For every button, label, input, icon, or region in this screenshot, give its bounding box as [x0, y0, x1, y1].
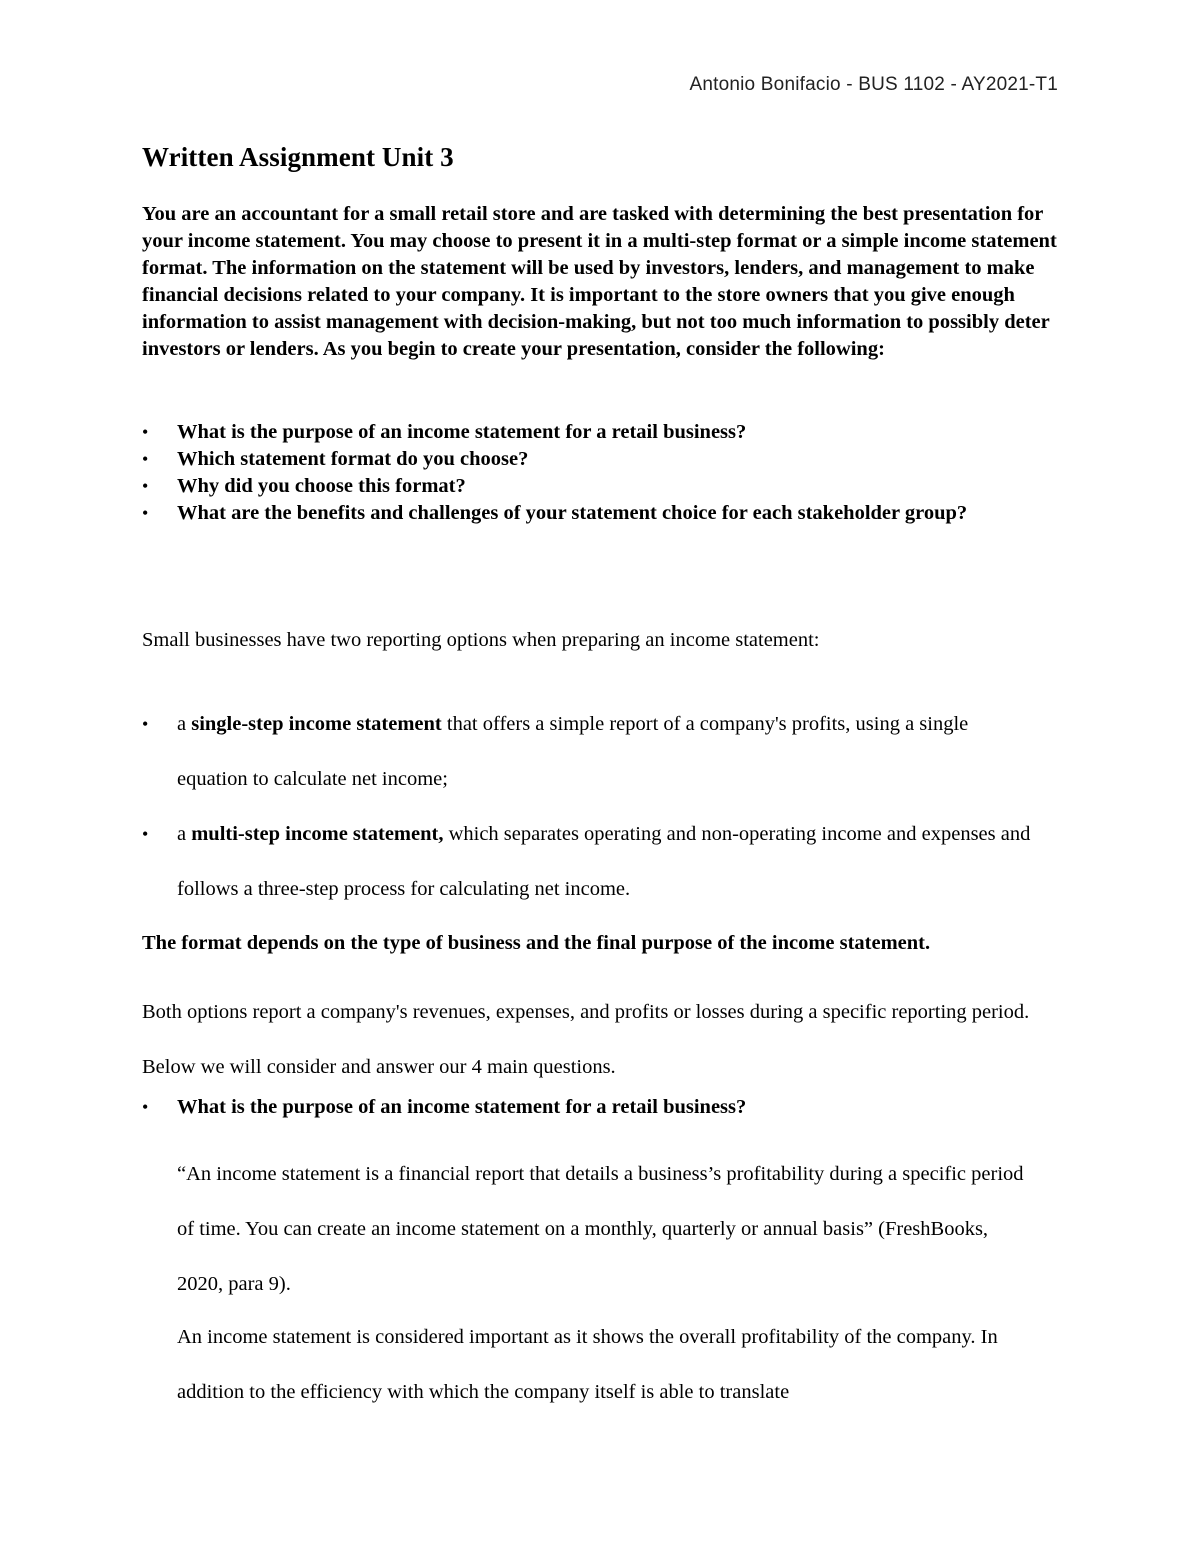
option-prefix: a: [177, 713, 192, 735]
bullet-icon: •: [142, 1097, 149, 1117]
running-header: Antonio Bonifacio - BUS 1102 - AY2021-T1: [689, 74, 1058, 95]
bullet-icon: •: [142, 714, 149, 734]
question-heading-list: [142, 1094, 1062, 1121]
question-list: [142, 419, 1062, 527]
option-term: multi-step income statement,: [191, 823, 444, 845]
question-heading: What is the purpose of an income statement for a retail business?: [177, 1096, 747, 1118]
list-item: [142, 697, 1042, 807]
option-description: that offers a simple report of a company's profits, using a single equation to calculate net income;: [177, 713, 969, 790]
both-options-paragraph: Both options report a company's revenues, expenses, and profits or losses during a specific reporting period. Below we will consider and answer our 4 main questions.: [142, 1001, 1030, 1078]
bullet-icon: •: [142, 476, 149, 496]
assignment-prompt: You are an accountant for a small retail store and are tasked with determining the best presentation for your income statement. You may choose to present it in a multi-step format or a simple income statement format. The information on the statement will be used by investors, lenders, and management to make financial decisions related to your company. It is important to the store owners that you give enough information to assist management with decision-making, but not too much information to possibly deter investors or lenders. As you begin to create your presentation, consider the following:: [142, 203, 1057, 360]
answer-quote: “An income statement is a financial report that details a business’s profitability during a specific period of time. You can create an income statement on a monthly, quarterly or annual basis” (FreshBooks, 2020, para 9).: [177, 1163, 1024, 1295]
list-item: [142, 419, 1062, 446]
list-item: [142, 1094, 1062, 1121]
list-item: [142, 473, 1062, 500]
option-prefix: a: [177, 823, 192, 845]
format-statement: The format depends on the type of business and the final purpose of the income statement.: [142, 932, 931, 954]
options-list: [142, 697, 1042, 917]
question-text: What are the benefits and challenges of your statement choice for each stakeholder group?: [177, 502, 968, 524]
answer-followup: An income statement is considered important as it shows the overall profitability of the company. In addition to the efficiency with which the company itself is able to translate: [177, 1326, 998, 1403]
option-term: single-step income statement: [191, 713, 442, 735]
bullet-icon: •: [142, 824, 149, 844]
list-item: [142, 500, 1062, 527]
bullet-icon: •: [142, 449, 149, 469]
list-item: [142, 807, 1042, 917]
option-description: which separates operating and non-operating income and expenses and follows a three-step process for calculating net income.: [177, 823, 1031, 900]
question-text: Why did you choose this format?: [177, 475, 466, 497]
intro-paragraph: Small businesses have two reporting options when preparing an income statement:: [142, 629, 820, 651]
bullet-icon: •: [142, 422, 149, 442]
bullet-icon: •: [142, 503, 149, 523]
question-text: Which statement format do you choose?: [177, 448, 529, 470]
page-title: Written Assignment Unit 3: [142, 142, 454, 172]
list-item: [142, 446, 1062, 473]
question-text: What is the purpose of an income statement for a retail business?: [177, 421, 747, 443]
